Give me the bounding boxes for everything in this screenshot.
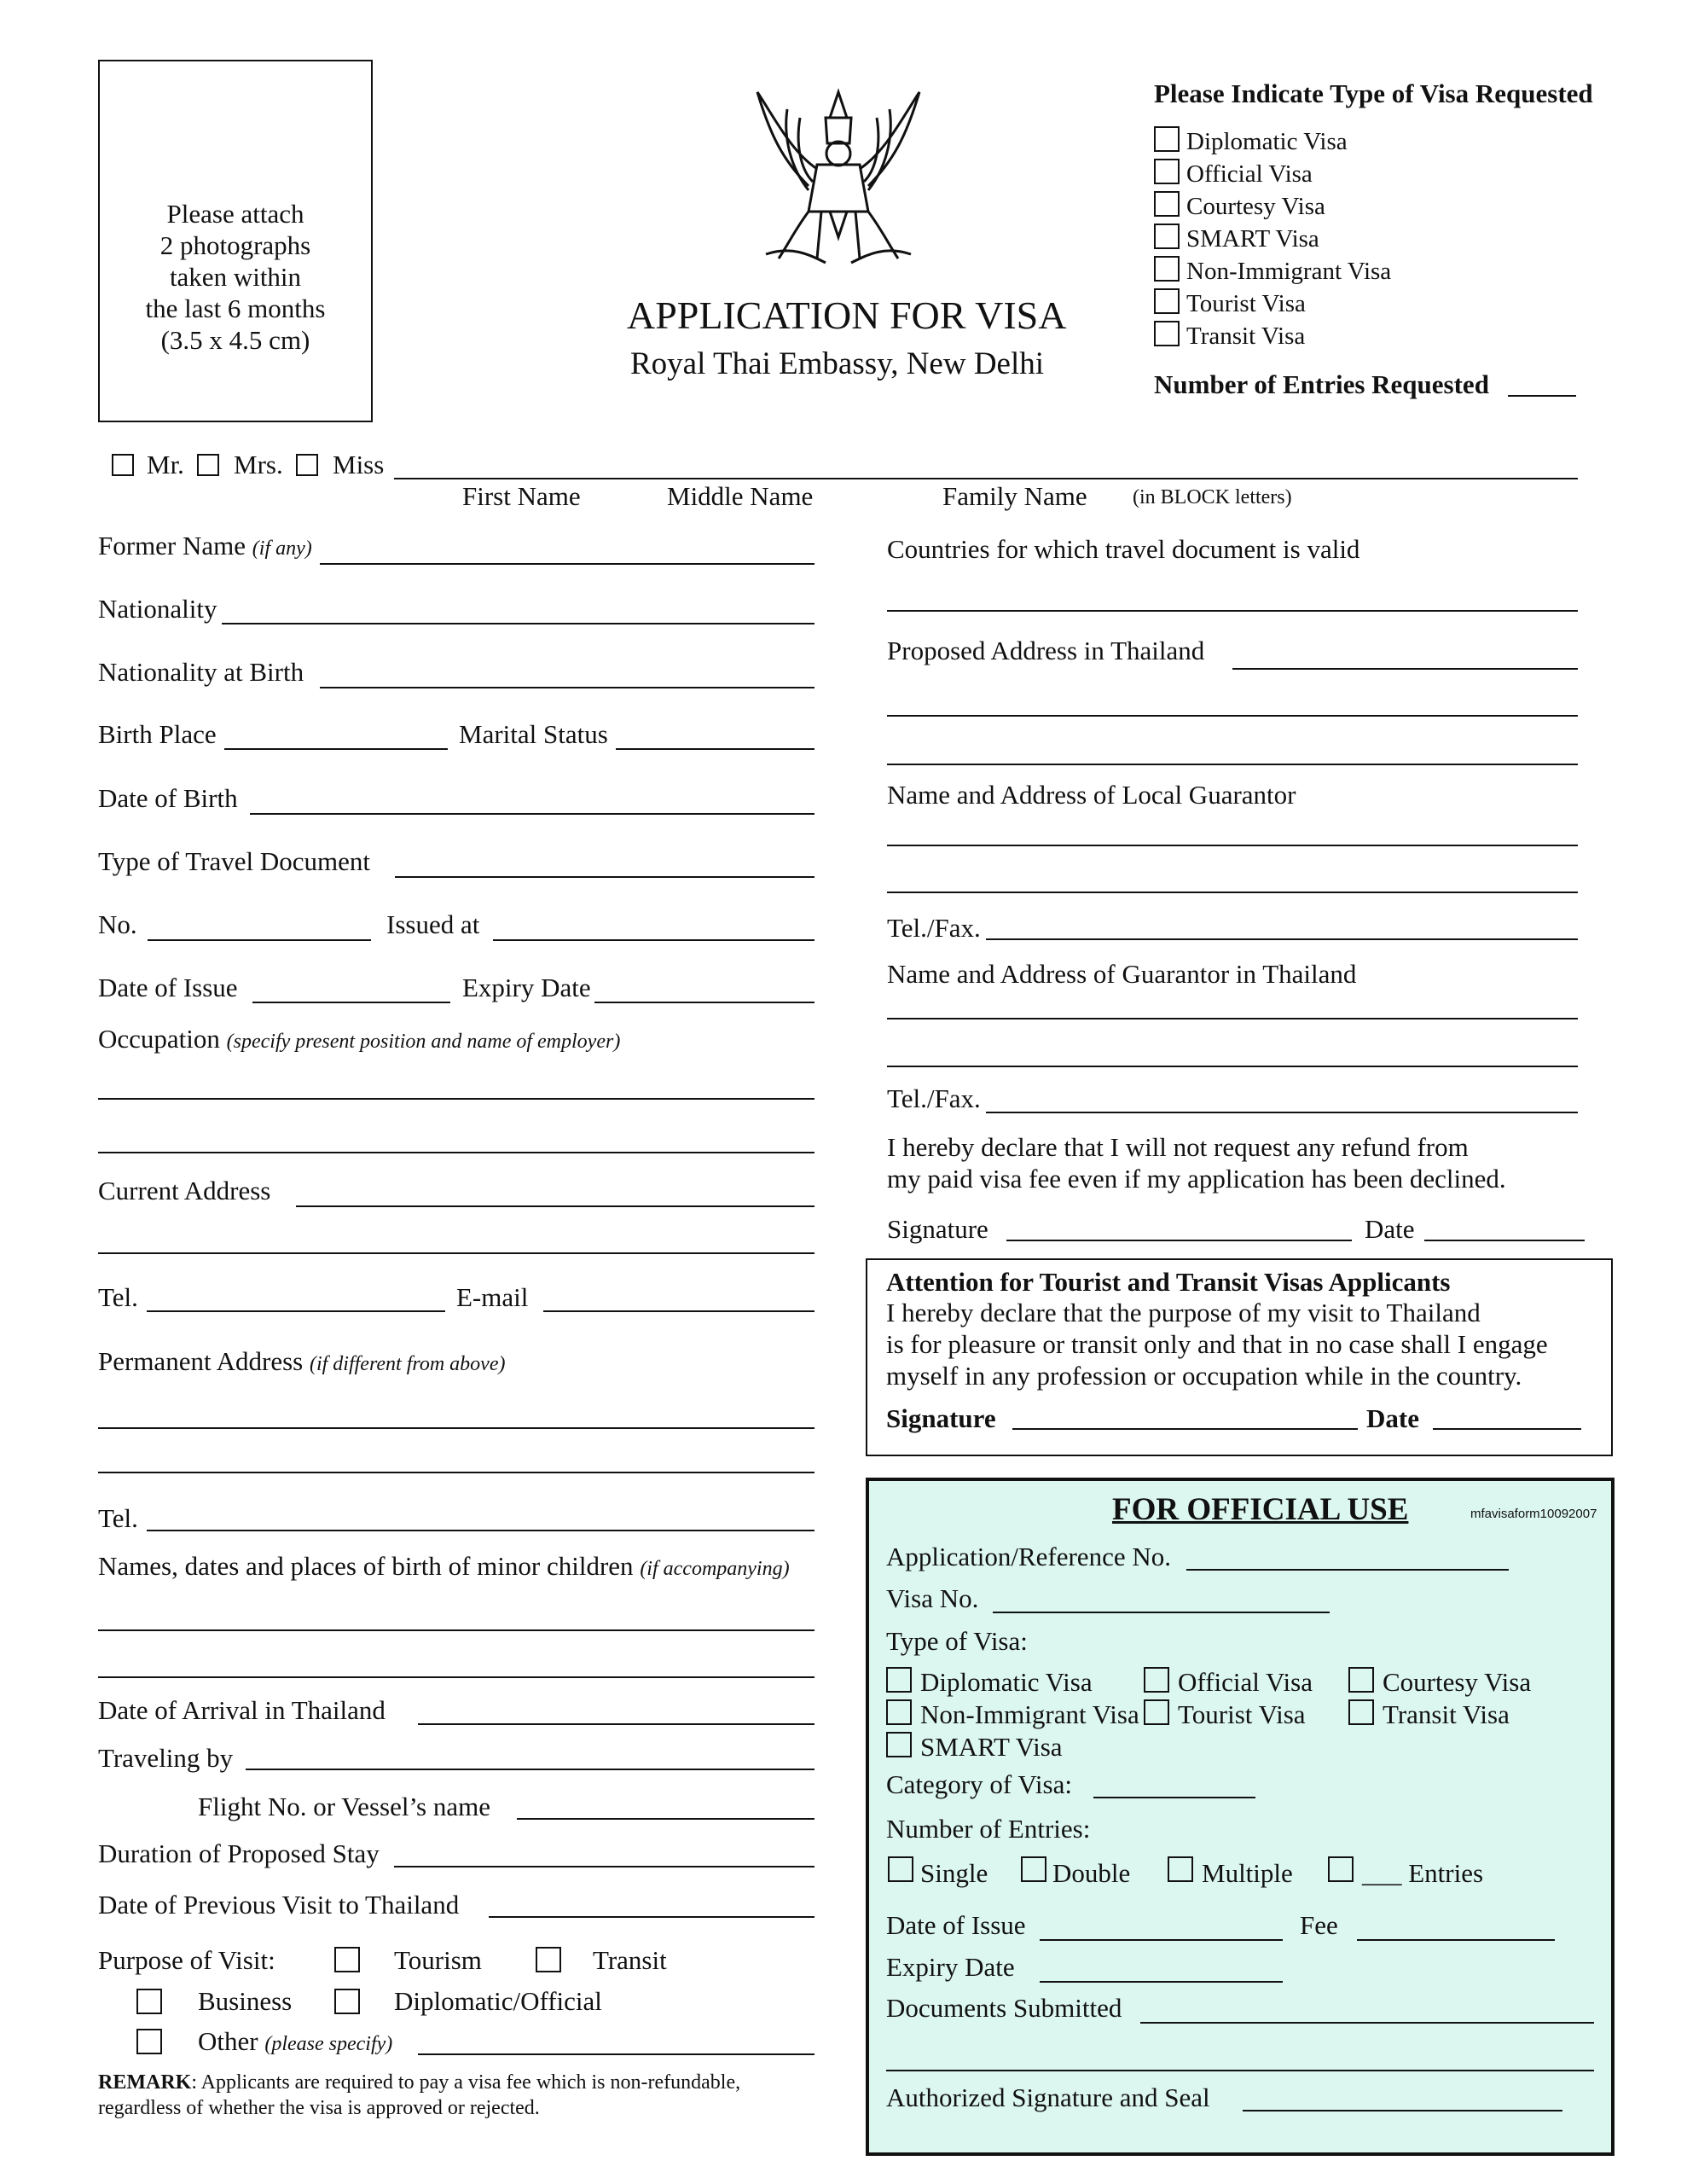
current-address-label: Current Address bbox=[98, 1176, 271, 1205]
official-use-box bbox=[866, 1478, 1615, 2156]
official-expiry-label: Expiry Date bbox=[886, 1952, 1015, 1982]
purpose-other-checkbox[interactable] bbox=[136, 2029, 162, 2054]
visa-type-checkbox[interactable] bbox=[1154, 191, 1180, 217]
attention-date-label: Date bbox=[1366, 1403, 1419, 1433]
official-courtesy-checkbox[interactable] bbox=[1348, 1667, 1374, 1693]
thai-guarantor-field-2[interactable] bbox=[887, 1066, 1578, 1067]
nationality-birth-field[interactable] bbox=[320, 687, 815, 688]
date-issue-field[interactable] bbox=[252, 1002, 450, 1003]
issued-at-field[interactable] bbox=[493, 939, 815, 941]
refund-declaration-line1: I hereby declare that I will not request any refund from bbox=[887, 1132, 1469, 1162]
title-miss-label: Miss bbox=[333, 450, 385, 479]
entries-multiple-label: Multiple bbox=[1202, 1858, 1293, 1888]
arrival-date-field[interactable] bbox=[418, 1723, 815, 1725]
purpose-tourism-checkbox[interactable] bbox=[334, 1947, 360, 1972]
attention-signature-label: Signature bbox=[886, 1403, 996, 1433]
proposed-address-field-2[interactable] bbox=[887, 715, 1578, 717]
countries-valid-label: Countries for which travel document is valid bbox=[887, 534, 1360, 564]
dob-field[interactable] bbox=[250, 813, 815, 815]
official-nonimmigrant-label: Non-Immigrant Visa bbox=[920, 1699, 1139, 1729]
visa-type-checkbox[interactable] bbox=[1154, 256, 1180, 282]
expiry-date-field[interactable] bbox=[594, 1002, 815, 1003]
dob-label: Date of Birth bbox=[98, 783, 238, 813]
official-issue-date-field[interactable] bbox=[1040, 1939, 1283, 1941]
block-letters-note: (in BLOCK letters) bbox=[1133, 486, 1292, 508]
visa-type-label: SMART Visa bbox=[1186, 225, 1319, 253]
entries-requested-label: Number of Entries Requested bbox=[1154, 369, 1489, 399]
official-smart-checkbox[interactable] bbox=[886, 1732, 912, 1757]
arrival-date-label: Date of Arrival in Thailand bbox=[98, 1695, 386, 1725]
official-fee-field[interactable] bbox=[1357, 1939, 1555, 1941]
official-expiry-field[interactable] bbox=[1040, 1981, 1283, 1983]
telfax2-field[interactable] bbox=[986, 1112, 1578, 1113]
garuda-emblem-icon bbox=[749, 84, 928, 278]
full-name-field[interactable] bbox=[394, 478, 1578, 479]
purpose-other-field[interactable] bbox=[418, 2053, 815, 2055]
attention-line2: is for pleasure or transit only and that in no case shall I engage bbox=[886, 1329, 1548, 1359]
previous-visit-label: Date of Previous Visit to Thailand bbox=[98, 1890, 460, 1920]
minor-children-label: Names, dates and places of birth of minor children (if accompanying) bbox=[98, 1551, 790, 1581]
entries-double-checkbox[interactable] bbox=[1021, 1856, 1046, 1882]
entries-custom-checkbox[interactable] bbox=[1328, 1856, 1354, 1882]
previous-visit-field[interactable] bbox=[489, 1916, 815, 1918]
official-diplomatic-checkbox[interactable] bbox=[886, 1667, 912, 1693]
entries-custom-label: ___ Entries bbox=[1362, 1858, 1484, 1888]
title-mr-label: Mr. bbox=[147, 450, 184, 479]
title-miss-checkbox[interactable] bbox=[296, 454, 318, 476]
visa-type-checkbox[interactable] bbox=[1154, 288, 1180, 314]
documents-submitted-label: Documents Submitted bbox=[886, 1993, 1122, 2023]
official-courtesy-label: Courtesy Visa bbox=[1383, 1667, 1532, 1697]
telfax1-label: Tel./Fax. bbox=[887, 913, 981, 943]
travel-doc-field[interactable] bbox=[395, 876, 815, 878]
visa-type-label: Non-Immigrant Visa bbox=[1186, 258, 1392, 285]
family-name-caption: Family Name bbox=[942, 481, 1087, 511]
visa-type-label: Diplomatic Visa bbox=[1186, 128, 1348, 155]
visa-type-label: Courtesy Visa bbox=[1186, 193, 1325, 220]
nationality-birth-label: Nationality at Birth bbox=[98, 657, 304, 687]
entries-double-label: Double bbox=[1052, 1858, 1131, 1888]
visa-type-checkbox[interactable] bbox=[1154, 159, 1180, 184]
visa-type-label: Tourist Visa bbox=[1186, 290, 1306, 317]
tel-label: Tel. bbox=[98, 1282, 138, 1312]
remark-note: REMARK: Applicants are required to pay a visa fee which is non-refundable, bbox=[98, 2071, 741, 2094]
travel-doc-label: Type of Travel Document bbox=[98, 846, 370, 876]
minor-children-field-2[interactable] bbox=[98, 1676, 815, 1678]
tel-field[interactable] bbox=[147, 1310, 445, 1312]
marital-status-label: Marital Status bbox=[459, 719, 608, 749]
visa-type-label: Transit Visa bbox=[1186, 322, 1306, 350]
occupation-field-1[interactable] bbox=[98, 1098, 815, 1100]
marital-status-field[interactable] bbox=[616, 748, 815, 750]
proposed-address-field-1[interactable] bbox=[1232, 668, 1578, 670]
attention-signature-field[interactable] bbox=[1012, 1428, 1358, 1430]
tel2-label: Tel. bbox=[98, 1503, 138, 1533]
attention-line3: myself in any profession or occupation while in the country. bbox=[886, 1361, 1522, 1391]
local-guarantor-field-2[interactable] bbox=[887, 892, 1578, 893]
visa-type-checkbox[interactable] bbox=[1154, 126, 1180, 152]
category-visa-label: Category of Visa: bbox=[886, 1769, 1072, 1799]
official-nonimmigrant-checkbox[interactable] bbox=[886, 1699, 912, 1725]
official-official-label: Official Visa bbox=[1178, 1667, 1313, 1697]
official-official-checkbox[interactable] bbox=[1144, 1667, 1169, 1693]
purpose-diplomatic-checkbox[interactable] bbox=[334, 1989, 360, 2014]
purpose-other-label: Other (please specify) bbox=[198, 2026, 393, 2056]
visa-type-label: Official Visa bbox=[1186, 160, 1313, 188]
entries-single-checkbox[interactable] bbox=[888, 1856, 913, 1882]
purpose-business-label: Business bbox=[198, 1986, 293, 2016]
traveling-by-label: Traveling by bbox=[98, 1743, 234, 1773]
official-transit-checkbox[interactable] bbox=[1348, 1699, 1374, 1725]
telfax2-label: Tel./Fax. bbox=[887, 1083, 981, 1113]
former-name-field[interactable] bbox=[320, 563, 815, 565]
type-of-visa-label: Type of Visa: bbox=[886, 1626, 1028, 1656]
declaration-date-field[interactable] bbox=[1424, 1240, 1585, 1241]
official-tourist-checkbox[interactable] bbox=[1144, 1699, 1169, 1725]
visa-type-checkbox[interactable] bbox=[1154, 321, 1180, 346]
category-visa-field[interactable] bbox=[1093, 1797, 1255, 1798]
photo-attachment-box bbox=[98, 60, 373, 422]
proposed-address-label: Proposed Address in Thailand bbox=[887, 636, 1205, 665]
visa-no-field[interactable] bbox=[993, 1612, 1330, 1613]
attention-date-field[interactable] bbox=[1433, 1428, 1581, 1430]
title-mrs-label: Mrs. bbox=[234, 450, 283, 479]
duration-stay-field[interactable] bbox=[394, 1866, 815, 1867]
visa-no-label: Visa No. bbox=[886, 1583, 979, 1613]
documents-submitted-field-1[interactable] bbox=[1140, 2022, 1594, 2024]
proposed-address-field-3[interactable] bbox=[887, 764, 1578, 765]
purpose-tourism-label: Tourism bbox=[394, 1945, 482, 1975]
visa-type-checkbox[interactable] bbox=[1154, 224, 1180, 249]
declaration-signature-label: Signature bbox=[887, 1214, 988, 1244]
purpose-diplomatic-label: Diplomatic/Official bbox=[394, 1986, 602, 2016]
app-ref-field[interactable] bbox=[1186, 1569, 1509, 1571]
official-use-heading: FOR OFFICIAL USE bbox=[1112, 1492, 1409, 1527]
remark-note-line2: regardless of whether the visa is approved or rejected. bbox=[98, 2097, 540, 2119]
local-guarantor-field-1[interactable] bbox=[887, 845, 1578, 846]
tel2-field[interactable] bbox=[147, 1530, 815, 1531]
permanent-address-label: Permanent Address (if different from above) bbox=[98, 1346, 506, 1376]
first-name-caption: First Name bbox=[462, 481, 581, 511]
attention-line1: I hereby declare that the purpose of my visit to Thailand bbox=[886, 1298, 1481, 1327]
attention-box bbox=[866, 1258, 1613, 1456]
declaration-signature-field[interactable] bbox=[1006, 1240, 1352, 1241]
page-subtitle: Royal Thai Embassy, New Delhi bbox=[630, 346, 1045, 381]
authorized-signature-label: Authorized Signature and Seal bbox=[886, 2082, 1210, 2112]
traveling-by-field[interactable] bbox=[246, 1769, 815, 1770]
middle-name-caption: Middle Name bbox=[667, 481, 814, 511]
telfax1-field[interactable] bbox=[986, 938, 1578, 940]
purpose-label: Purpose of Visit: bbox=[98, 1945, 275, 1975]
purpose-transit-checkbox[interactable] bbox=[536, 1947, 561, 1972]
birth-place-label: Birth Place bbox=[98, 719, 217, 749]
birth-place-field[interactable] bbox=[224, 748, 448, 750]
page-title: APPLICATION FOR VISA bbox=[627, 293, 1067, 337]
purpose-business-checkbox[interactable] bbox=[136, 1989, 162, 2014]
permanent-address-field-1[interactable] bbox=[98, 1427, 815, 1429]
issued-at-label: Issued at bbox=[386, 909, 480, 939]
app-ref-label: Application/Reference No. bbox=[886, 1542, 1171, 1571]
doc-no-label: No. bbox=[98, 909, 137, 939]
title-mrs-checkbox[interactable] bbox=[197, 454, 219, 476]
doc-no-field[interactable] bbox=[148, 939, 371, 941]
date-issue-label: Date of Issue bbox=[98, 973, 238, 1002]
official-diplomatic-label: Diplomatic Visa bbox=[920, 1667, 1093, 1697]
occupation-field-2[interactable] bbox=[98, 1152, 815, 1153]
entries-single-label: Single bbox=[920, 1858, 988, 1888]
official-smart-label: SMART Visa bbox=[920, 1732, 1063, 1762]
entries-multiple-checkbox[interactable] bbox=[1168, 1856, 1193, 1882]
occupation-label: Occupation (specify present position and name of employer) bbox=[98, 1024, 621, 1054]
official-transit-label: Transit Visa bbox=[1383, 1699, 1510, 1729]
expiry-date-label: Expiry Date bbox=[462, 973, 591, 1002]
thai-guarantor-label: Name and Address of Guarantor in Thailand bbox=[887, 959, 1357, 989]
refund-declaration-line2: my paid visa fee even if my application has been declined. bbox=[887, 1164, 1506, 1194]
attention-heading: Attention for Tourist and Transit Visas Applicants bbox=[886, 1267, 1451, 1297]
email-field[interactable] bbox=[543, 1310, 815, 1312]
current-address-field-2[interactable] bbox=[98, 1252, 815, 1254]
documents-submitted-field-2[interactable] bbox=[886, 2070, 1594, 2071]
number-entries-label: Number of Entries: bbox=[886, 1814, 1091, 1844]
minor-children-field-1[interactable] bbox=[98, 1629, 815, 1631]
countries-valid-field[interactable] bbox=[887, 610, 1578, 612]
nationality-field[interactable] bbox=[222, 623, 815, 624]
duration-stay-label: Duration of Proposed Stay bbox=[98, 1838, 380, 1868]
official-issue-date-label: Date of Issue bbox=[886, 1910, 1026, 1940]
declaration-date-label: Date bbox=[1365, 1214, 1415, 1244]
thai-guarantor-field-1[interactable] bbox=[887, 1018, 1578, 1019]
title-mr-checkbox[interactable] bbox=[112, 454, 134, 476]
official-tourist-label: Tourist Visa bbox=[1178, 1699, 1306, 1729]
flight-no-label: Flight No. or Vessel’s name bbox=[198, 1792, 490, 1821]
form-code: mfavisaform10092007 bbox=[1470, 1507, 1597, 1521]
flight-no-field[interactable] bbox=[517, 1818, 815, 1820]
nationality-label: Nationality bbox=[98, 594, 217, 624]
former-name-label: Former Name (if any) bbox=[98, 531, 312, 561]
visa-type-heading: Please Indicate Type of Visa Requested bbox=[1154, 78, 1593, 108]
email-label: E-mail bbox=[456, 1282, 529, 1312]
authorized-signature-field[interactable] bbox=[1243, 2110, 1562, 2111]
permanent-address-field-2[interactable] bbox=[98, 1472, 815, 1473]
local-guarantor-label: Name and Address of Local Guarantor bbox=[887, 780, 1296, 810]
entries-requested-field[interactable] bbox=[1508, 395, 1576, 397]
current-address-field-1[interactable] bbox=[296, 1205, 815, 1207]
purpose-transit-label: Transit bbox=[593, 1945, 667, 1975]
official-fee-label: Fee bbox=[1300, 1910, 1338, 1940]
photo-instructions: Please attach 2 photographs taken within the last 6 months (3.5 x 4.5 cm) bbox=[145, 199, 326, 355]
